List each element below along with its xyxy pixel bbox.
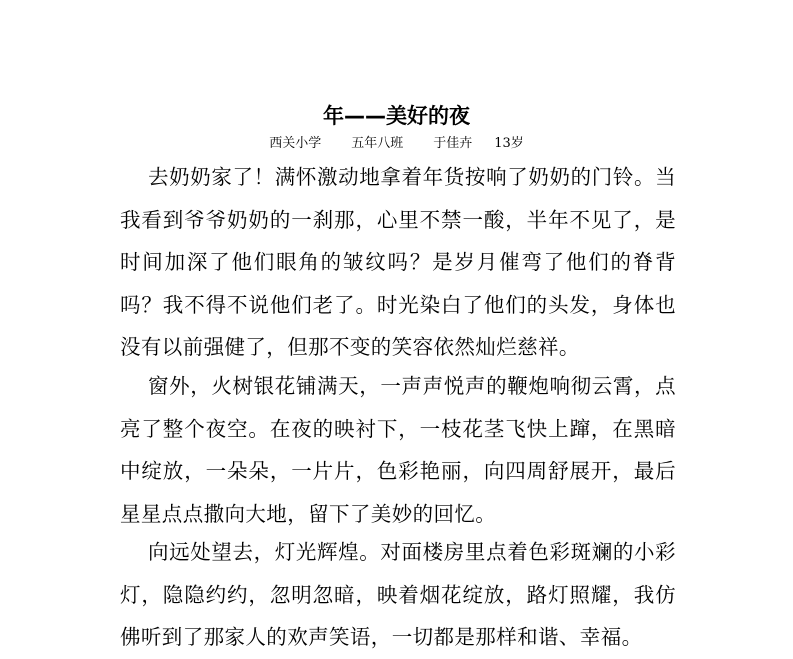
- paragraph-2: 窗外，火树银花铺满天，一声声悦声的鞭炮响彻云霄，点亮了整个夜空。在夜的映衬下，一枝花茎飞快上蹿，在黑暗中绽放，一朵朵，一片片，色彩艳丽，向四周舒展开，最后星星点点撒向大地，留下了美妙的回忆。: [120, 374, 676, 526]
- byline-school: 西关小学: [269, 136, 322, 151]
- paragraph-1: 去奶奶家了！满怀激动地拿着年货按响了奶奶的门铃。当我看到爷爷奶奶的一刹那，心里不禁一酸，半年不见了，是时间加深了他们眼角的皱纹吗？是岁月催弯了他们的脊背吗？我不得不说他们老了。时光染白了他们的头发，身体也没有以前强健了，但那不变的笑容依然灿烂慈祥。: [120, 165, 676, 359]
- byline: [0, 135, 793, 153]
- page-title: 年——美好的夜: [323, 104, 470, 128]
- byline-author: 于佳卉: [433, 136, 473, 151]
- byline-class: 五年八班: [351, 136, 404, 151]
- byline-age: 13岁: [494, 136, 524, 151]
- paragraph-3: 向远处望去，灯光辉煌。对面楼房里点着色彩斑斓的小彩灯，隐隐约约，忽明忽暗，映着烟花绽放，路灯照耀，我仿佛听到了那家人的欢声笑语，一切都是那样和谐、幸福。: [120, 540, 676, 649]
